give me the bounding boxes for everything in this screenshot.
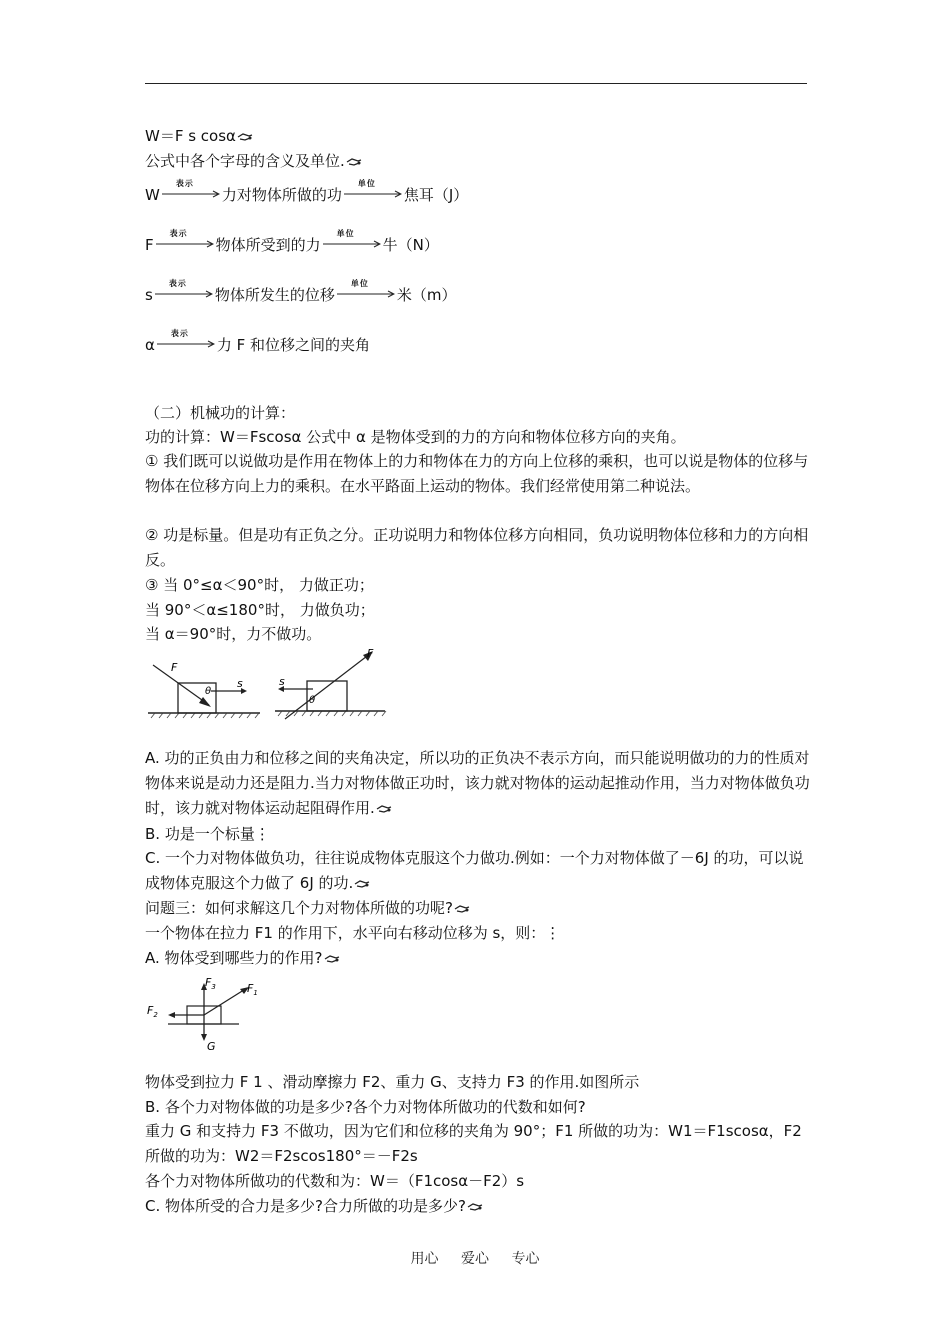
def-row-f bbox=[145, 229, 439, 255]
arrow-label: 表示 bbox=[170, 329, 189, 338]
arrow-label: 单位 bbox=[336, 229, 355, 238]
denote-arrow bbox=[157, 329, 215, 350]
q3-title: 问题三：如何求解这几个力对物体所做的功呢? bbox=[145, 899, 453, 917]
force-label: F bbox=[367, 647, 374, 660]
def-unit: 牛（N） bbox=[382, 236, 439, 254]
arrow-label: 表示 bbox=[175, 179, 194, 188]
gravity-label: G bbox=[207, 1040, 216, 1053]
f3-letter: F bbox=[205, 976, 212, 989]
answer-line: 各个力对物体所做功的代数和为：W＝（F1cosα－F2）s bbox=[145, 1172, 525, 1190]
def-row-w bbox=[145, 179, 469, 205]
displacement-label: s bbox=[237, 677, 243, 690]
intro-text: 公式中各个字母的含义及单位. bbox=[145, 152, 345, 170]
def-row-alpha bbox=[145, 329, 371, 355]
def-symbol: F bbox=[145, 236, 154, 254]
arrow-label: 单位 bbox=[350, 279, 369, 288]
arrow-icon bbox=[323, 240, 381, 248]
paragraph-mark-icon bbox=[324, 954, 340, 964]
denote-arrow bbox=[155, 279, 213, 300]
paragraph-mark-icon bbox=[237, 132, 253, 142]
def-meaning: 物体所发生的位移 bbox=[214, 286, 335, 304]
displacement-label: s bbox=[279, 675, 285, 688]
q3-a: A. 物体受到哪些力的作用? bbox=[145, 949, 323, 967]
def-meaning: 物体所受到的力 bbox=[215, 236, 321, 254]
page-footer: 用心 爱心 专心 bbox=[410, 1251, 540, 1267]
def-symbol: α bbox=[145, 336, 155, 354]
f2-subscript: 2 bbox=[153, 1011, 158, 1019]
paragraph: ② 功是标量。但是功有正负之分。正功说明力和物体位移方向相同，负功说明物体位移和力的方向相反。 bbox=[145, 526, 809, 569]
f1-letter: F bbox=[247, 982, 254, 995]
angle-label: θ bbox=[205, 686, 212, 697]
answer-paragraph: 重力 G 和支持力 F3 不做功，因为它们和位移的夹角为 90°；F1 所做的功为：W1＝F1scosα，F2 所做的功为：W2＝F2scos180°＝－F2s bbox=[145, 1122, 802, 1165]
note-c-paragraph bbox=[145, 846, 810, 896]
q3-a-line bbox=[145, 948, 340, 968]
paragraph: 当 90°＜α≤180°时， 力做负功； bbox=[145, 601, 375, 619]
q3-setup: 一个物体在拉力 F1 的作用下，水平向右移动位移为 s，则：⋮ bbox=[145, 924, 561, 942]
positive-work-diagram bbox=[148, 661, 260, 718]
paragraph: 当 α＝90°时，力不做功。 bbox=[145, 625, 322, 643]
answer-c-text: C. 物体所受的合力是多少?合力所做的功是多少? bbox=[145, 1197, 466, 1215]
paragraph-mark-icon bbox=[346, 157, 362, 167]
denote-arrow bbox=[156, 229, 214, 250]
def-unit: 米（m） bbox=[396, 286, 457, 304]
answer-line: B. 各个力对物体做的功是多少?各个力对物体所做功的代数和如何? bbox=[145, 1098, 586, 1116]
arrow-icon bbox=[155, 290, 213, 298]
formula-text: W＝F s cosα bbox=[145, 127, 236, 145]
arrow-label: 单位 bbox=[357, 179, 376, 188]
arrow-icon bbox=[344, 190, 402, 198]
negative-work-diagram bbox=[275, 647, 386, 719]
note-b: B. 功是一个标量⋮ bbox=[145, 825, 270, 843]
arrow-icon bbox=[337, 290, 395, 298]
arrow-icon bbox=[162, 190, 220, 198]
f2-letter: F bbox=[147, 1004, 154, 1017]
note-c-text: C. 一个力对物体做负功，往往说成物体克服这个力做功.例如：一个力对物体做了－6J 的功，可以说成物体克服这个力做了 6J 的功. bbox=[145, 849, 804, 892]
support-force-label bbox=[205, 976, 216, 991]
unit-arrow bbox=[323, 229, 381, 250]
paragraph-mark-icon bbox=[467, 1202, 483, 1212]
denote-arrow bbox=[162, 179, 220, 200]
arrow-icon bbox=[156, 240, 214, 248]
unit-arrow bbox=[344, 179, 402, 200]
paragraph: ① 我们既可以说做功是作用在物体上的力和物体在力的方向上位移的乘积，也可以说是物体的位移与物体在位移方向上力的乘积。在水平路面上运动的物体。我们经常使用第二种说法。 bbox=[145, 452, 809, 495]
def-row-s bbox=[145, 279, 457, 305]
paragraph-mark-icon bbox=[454, 904, 470, 914]
arrow-label: 表示 bbox=[168, 279, 187, 288]
formula-line bbox=[145, 126, 253, 146]
section-heading: （二）机械功的计算： bbox=[145, 404, 296, 422]
header-rule bbox=[145, 83, 807, 84]
paragraph: ③ 当 0°≤α＜90°时， 力做正功； bbox=[145, 576, 374, 594]
force-angle-figure bbox=[145, 645, 395, 725]
answer-c-line bbox=[145, 1196, 483, 1216]
q3-title-line bbox=[145, 898, 470, 918]
arrow-icon bbox=[157, 340, 215, 348]
note-a-paragraph bbox=[145, 746, 810, 821]
paragraph-mark-icon bbox=[376, 804, 392, 814]
f3-subscript: 3 bbox=[211, 983, 216, 991]
def-meaning: 力 F 和位移之间的夹角 bbox=[216, 336, 371, 354]
def-unit: 焦耳（J） bbox=[403, 186, 469, 204]
def-symbol: W bbox=[145, 186, 160, 204]
pull-force-label bbox=[247, 982, 258, 997]
angle-label: θ bbox=[309, 695, 316, 706]
paragraph: 功的计算：W＝Fscosα 公式中 α 是物体受到的力的方向和物体位移方向的夹角。 bbox=[145, 428, 686, 446]
def-symbol: s bbox=[145, 286, 153, 304]
free-body-figure bbox=[143, 972, 273, 1054]
def-meaning: 力对物体所做的功 bbox=[221, 186, 342, 204]
f1-subscript: 1 bbox=[253, 989, 258, 997]
intro-line bbox=[145, 151, 362, 171]
arrow-label: 表示 bbox=[169, 229, 188, 238]
force-label: F bbox=[171, 661, 178, 674]
paragraph-mark-icon bbox=[354, 879, 370, 889]
note-a-text: A. 功的正负由力和位移之间的夹角决定，所以功的正负决不表示方向，而只能说明做功的力的性质对物体来说是动力还是阻力.当力对物体做正功时，该力就对物体的运动起推动作用，当力对物体做负功时，该力就对物体运动起阻碍作用. bbox=[145, 749, 810, 817]
friction-force-label bbox=[147, 1004, 158, 1019]
answer-line: 物体受到拉力 F 1 、滑动摩擦力 F2、重力 G、支持力 F3 的作用.如图所示 bbox=[145, 1073, 640, 1091]
unit-arrow bbox=[337, 279, 395, 300]
